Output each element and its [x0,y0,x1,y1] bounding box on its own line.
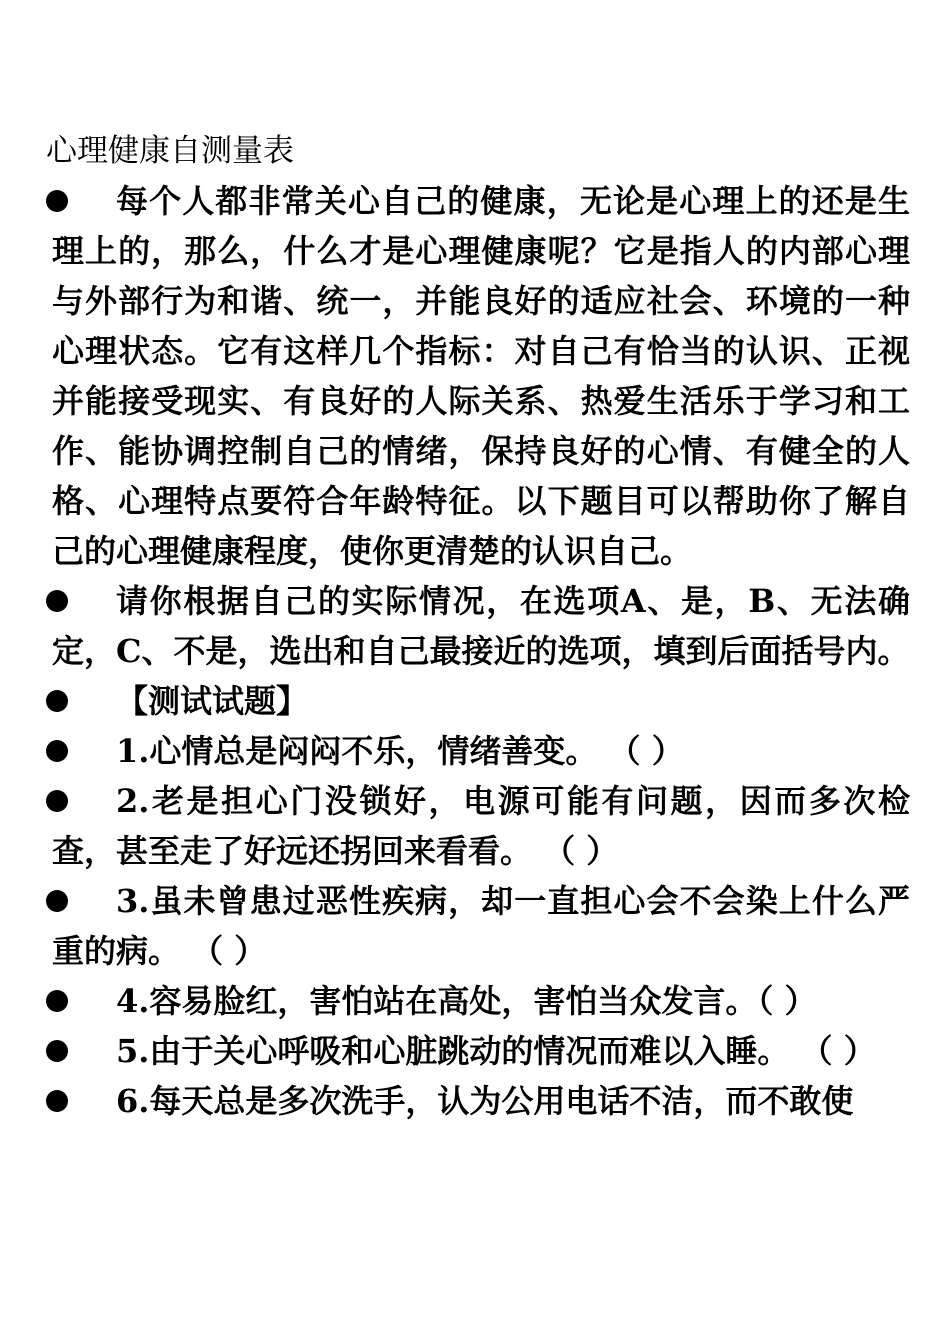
bullet-icon [46,790,68,812]
bullet-icon [46,690,68,712]
list-item-section-heading [0,676,950,726]
list-item-question [0,1026,950,1076]
list-item-question [0,1076,950,1126]
bullet-icon [46,990,68,1012]
list-item-question [0,976,950,1026]
bullet-icon [46,1040,68,1062]
bullet-list [0,176,950,1126]
bullet-icon [46,740,68,762]
list-item-question [0,726,950,776]
list-item-instructions [0,576,950,676]
question-2: 2.老是担心门没锁好，电源可能有问题，因而多次检查，甚至走了好远还拐回来看看。 （ ） [52,782,910,870]
bullet-icon [46,590,68,612]
paragraph-instructions: 请你根据自己的实际情况，在选项A、是，B、无法确定，C、不是，选出和自己最接近的选项，填到后面括号内。 [52,582,910,670]
section-heading: 【测试试题】 [116,682,309,720]
question-5: 5.由于关心呼吸和心脏跳动的情况而难以入睡。 （ ） [116,1032,876,1070]
list-item-question [0,876,950,976]
question-1: 1.心情总是闷闷不乐，情绪善变。 （ ） [116,732,684,770]
document-title: 心理健康自测量表 [46,133,294,169]
bullet-icon [46,1090,68,1112]
paragraph-intro: 每个人都非常关心自己的健康，无论是心理上的还是生理上的，那么，什么才是心理健康呢？它是指人的内部心理与外部行为和谐、统一，并能良好的适应社会、环境的一种心理状态。它有这样几个指标：对自己有恰当的认识、正视并能接受现实、有良好的人际关系、热爱生活乐于学习和工作、能协调控制自己的情绪，保持良好的心情、有健全的人格、心理特点要符合年龄特征。以下题目可以帮助你了解自己的心理健康程度，使你更清楚的认识自己。 [52,182,910,570]
list-item-intro [0,176,950,576]
question-4: 4.容易脸红，害怕站在高处，害怕当众发言。（ ） [116,982,817,1020]
bullet-icon [46,890,68,912]
list-item-question [0,776,950,876]
bullet-icon [46,190,68,212]
question-3: 3.虽未曾患过恶性疾病，却一直担心会不会染上什么严重的病。 （ ） [52,882,910,970]
question-6: 6.每天总是多次洗手，认为公用电话不洁，而不敢使 [116,1082,854,1120]
